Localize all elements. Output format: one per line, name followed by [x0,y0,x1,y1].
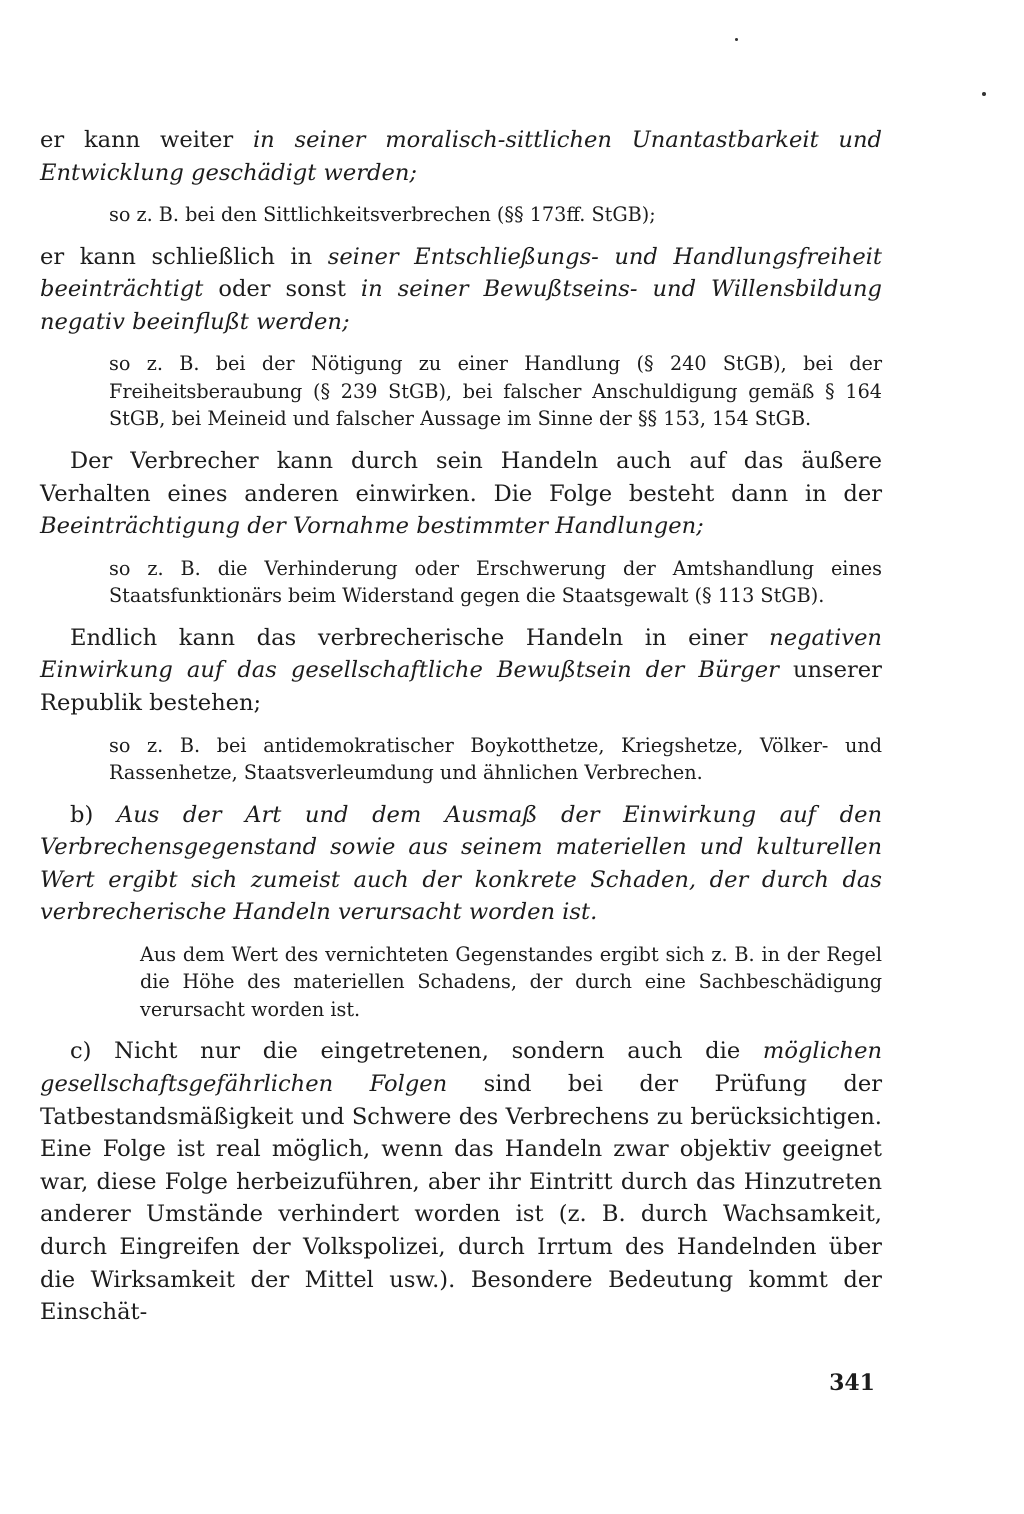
paragraph-1 [40,124,882,189]
text-run: Endlich kann das verbrecherische Handeln in einer [70,624,770,651]
text-run: so z. B. die Verhinderung oder Erschwerung der Amtshandlung eines Staatsfunktionärs beim Widerstand gegen die Staatsgewalt (§ 113 StGB). [109,556,882,608]
text-run: oder sonst [203,276,361,303]
paragraph-4 [40,622,882,720]
text-run: sind bei der Prüfung der Tatbestandsmäßigkeit und Schwere des Verbrechens zu berücksichtigen. Eine Folge ist real möglich, wenn das Handeln zwar objektiv geeignet war, diese Folge herbeizuführen, aber ihr Eintritt durch das Hinzutreten anderer Umstände verhindert worden ist (z. B. durch Wachsamkeit, durch Eingreifen der Volkspolizei, durch Irrtum des Handelnden über die Wirksamkeit der Mittel usw.). Besondere Bedeutung kommt der Einschät- [40,1071,882,1326]
italic-run: Beeinträchtigung der Vornahme bestimmter Handlungen; [40,513,704,540]
example-b [40,941,882,1024]
text-run: so z. B. bei der Nötigung zu einer Handlung (§ 240 StGB), bei der Freiheitsberaubung (§ 239 StGB), bei falscher Anschuldigung gemäß § 164 StGB, bei Meineid und falscher Aussage im Sinne der §§ 153, 154 StGB. [109,352,882,431]
italic-run: seiner Entschließungs- und Handlungsfreiheit beeinträchtigt [40,243,882,303]
text-run: so z. B. bei den Sittlichkeitsverbrechen (§§ 173ff. StGB); [109,203,656,227]
text-run: c) Nicht nur die eingetretenen, sondern auch die [70,1038,763,1065]
text-run: er kann schließlich in [40,243,328,270]
italic-run: möglichen gesellschaftsgefährlichen Folgen [40,1038,882,1097]
italic-run: negativen Einwirkung auf das gesellschaftliche Bewußtsein der Bürger [40,624,882,684]
text-run: b) [70,801,117,828]
italic-run: in seiner Bewußtseins- und Willensbildung negativ beeinflußt werden; [40,276,882,335]
text-run: unserer Republik bestehen; [40,657,882,716]
paragraph-3 [40,445,882,543]
example-1 [40,201,882,229]
italic-run: Aus der Art und dem Ausmaß der Einwirkung auf den Verbrechensgegenstand sowie aus seinem materiellen und kulturellen Wert ergibt sich zumeist auch der konkrete Schaden, der durch das verbrecherische Handeln verursacht worden ist. [40,801,883,926]
paragraph-b [40,799,882,929]
italic-run: in seiner moralisch-sittlichen Unantastbarkeit und Entwicklung geschädigt werden; [40,127,882,186]
text-run: er kann weiter [40,127,253,153]
text-run: Der Verbrecher kann durch sein Handeln auch auf das äußere Verhalten eines anderen einwirken. Die Folge besteht dann in der [40,447,882,507]
example-3 [40,555,882,610]
scan-speck [982,92,986,96]
scan-speck [735,38,738,41]
paragraph-c [40,1035,882,1328]
page-body [40,124,882,1329]
example-4 [40,732,882,787]
page-number: 341 [829,1370,875,1396]
text-run: Aus dem Wert des vernichteten Gegenstandes ergibt sich z. B. in der Regel die Höhe des materiellen Schadens, der durch eine Sachbeschädigung verursacht worden ist. [140,942,882,1021]
text-run: so z. B. bei antidemokratischer Boykotthetze, Kriegshetze, Völker- und Rassenhetze, Staatsverleumdung und ähnlichen Verbrechen. [109,733,882,785]
paragraph-2 [40,241,882,339]
example-2 [40,350,882,433]
